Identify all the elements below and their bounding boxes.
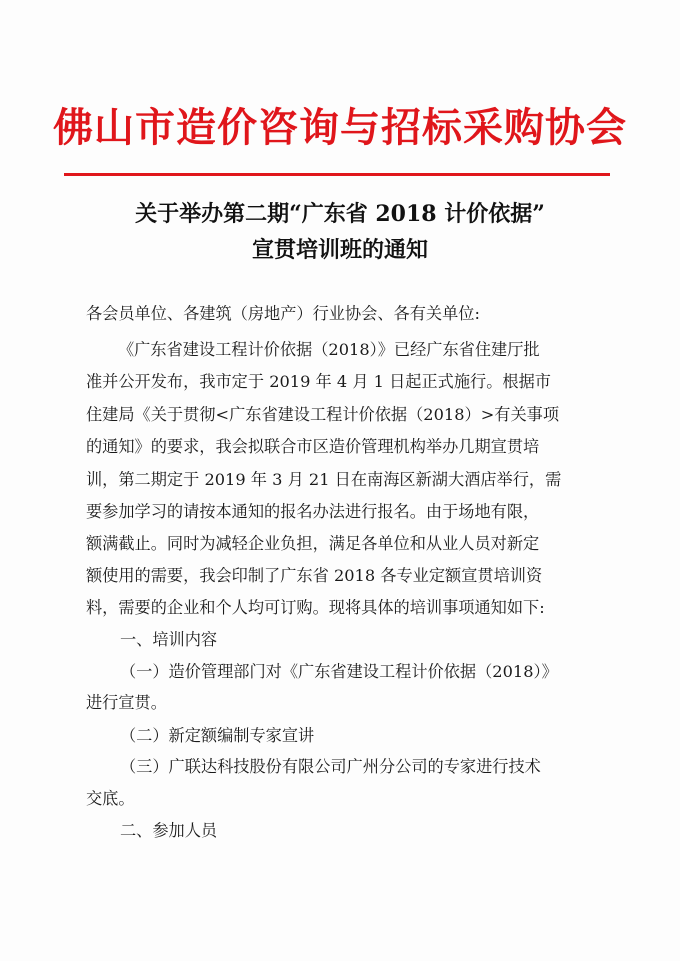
body-line: 准并公开发布，我市定于 2019 年 4 月 1 日起正式施行。根据市	[86, 372, 551, 391]
body-line: 训，第二期定于 2019 年 3 月 21 日在南海区新湖大酒店举行，需	[86, 470, 562, 489]
section-heading-training-content: 一、培训内容	[120, 630, 218, 649]
body-line: 交底。	[86, 789, 135, 808]
notice-title-line-1: 关于举办第二期“广东省 2018 计价依据”	[135, 201, 545, 227]
salutation: 各会员单位、各建筑（房地产）行业协会、各有关单位:	[86, 304, 480, 323]
notice-title	[0, 196, 680, 268]
letterhead-title: 佛山市造价咨询与招标采购协会	[53, 104, 627, 151]
section-heading-participants: 二、参加人员	[120, 821, 218, 840]
body-line: 的通知》的要求，我会拟联合市区造价管理机构举办几期宣贯培	[86, 437, 540, 456]
body-line: （三）广联达科技股份有限公司广州分公司的专家进行技术	[120, 757, 541, 776]
body-line: 进行宣贯。	[86, 693, 167, 712]
body-line: 额满截止。同时为减轻企业负担，满足各单位和从业人员对新定	[86, 534, 540, 553]
body-line: 《广东省建设工程计价依据（2018）》已经广东省住建厅批	[118, 340, 540, 359]
notice-title-line-2: 宣贯培训班的通知	[251, 237, 428, 263]
body-line: （二）新定额编制专家宣讲	[120, 726, 315, 745]
body-line: 料，需要的企业和个人均可订购。现将具体的培训事项通知如下:	[86, 598, 545, 617]
body-line: 住建局《关于贯彻<广东省建设工程计价依据（2018）>有关事项	[86, 405, 560, 424]
body-line: （一）造价管理部门对《广东省建设工程计价依据（2018）》	[120, 662, 558, 681]
letterhead-divider	[64, 173, 610, 176]
body-line: 要参加学习的请按本通知的报名办法进行报名。由于场地有限，	[86, 502, 540, 521]
body-line: 额使用的需要，我会印制了广东省 2018 各专业定额宣贯培训资	[86, 566, 543, 585]
